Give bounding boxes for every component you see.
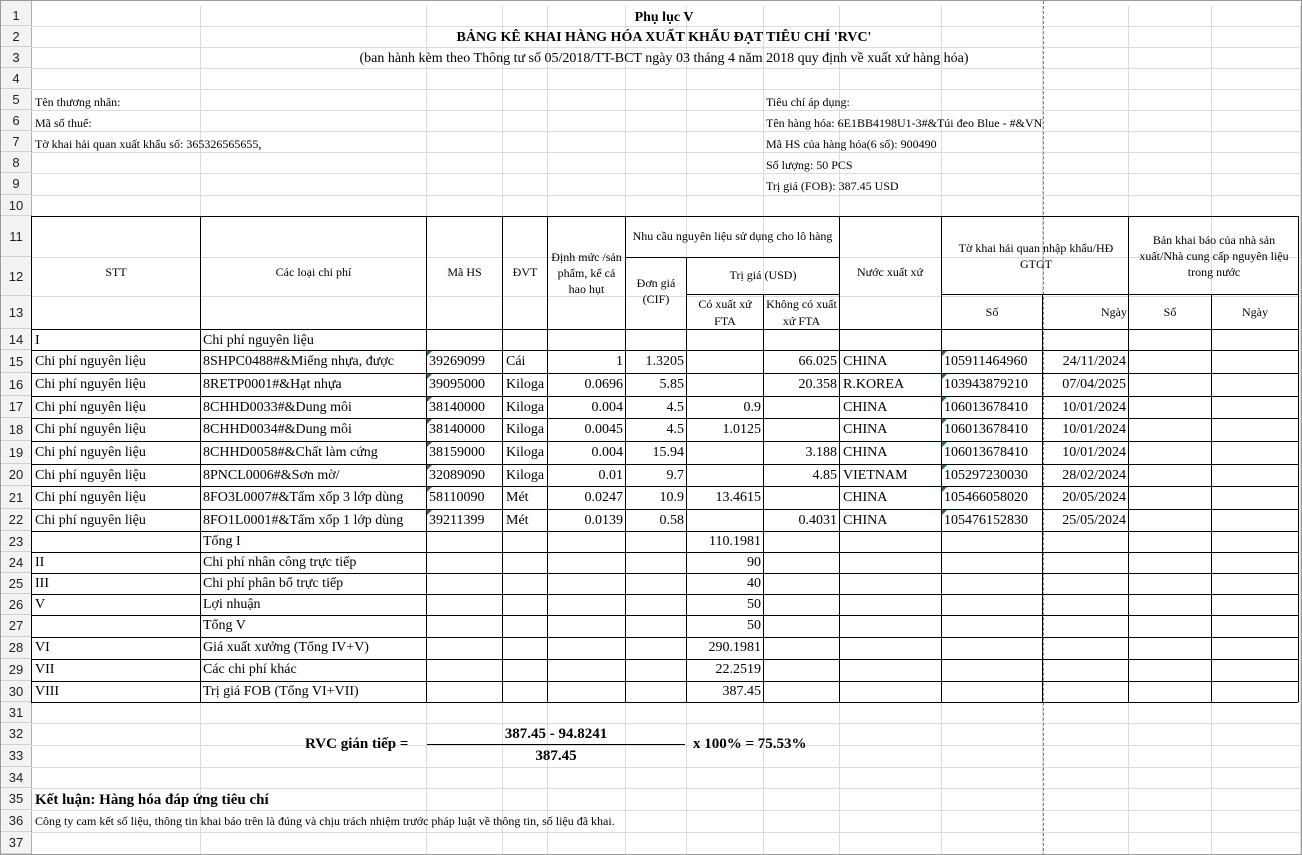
non-fta-value: 0.4031 [798, 514, 837, 528]
row-number[interactable]: 9 [1, 173, 31, 195]
rvc-denominator: 387.45 [535, 748, 577, 764]
page-subtitle: (ban hành kèm theo Thông tư số 05/2018/TT-BCT ngày 03 tháng 4 năm 2018 quy định về xuất xứ hàng hóa) [359, 51, 969, 66]
material-name: 8SHPC0488#&Miếng nhựa, được [203, 355, 394, 369]
summary-roman: V [35, 598, 46, 612]
header-supplier-date: Ngày [1242, 305, 1268, 320]
row-number[interactable]: 32 [1, 723, 31, 745]
fta-value: 1.0125 [722, 423, 761, 437]
cost-category: Chi phí nguyên liệu [35, 491, 146, 505]
tax-code-label: Mã số thuế: [35, 116, 92, 130]
declaration-number: 105911464960 [944, 355, 1028, 369]
table-border [31, 659, 1298, 660]
hs-code: 32089090 [429, 469, 485, 483]
summary-value: 40 [747, 577, 761, 591]
cell-note-marker [427, 419, 432, 424]
header-without-fta: Không có xuất xứ FTA [766, 297, 837, 328]
conclusion-text: Công ty cam kết số liệu, thông tin khai báo trên là đúng và chịu trách nhiệm trước pháp luật về thông tin, số liệu đã khai. [35, 814, 615, 828]
row-number[interactable]: 14 [1, 329, 31, 350]
hs-code: 39211399 [429, 514, 485, 528]
declaration-date: 10/01/2024 [1062, 423, 1126, 437]
unit: Mét [506, 491, 529, 505]
gridline-h [31, 89, 1302, 90]
header-unit-price: Đơn giá (CIF) [636, 275, 676, 306]
row-number[interactable]: 3 [1, 47, 31, 68]
unit: Kiloga [506, 401, 545, 415]
header-norm: Định mức /sản phẩm, kể cả hao hụt [551, 249, 622, 297]
table-border [31, 681, 1298, 682]
gridline-h [31, 767, 1302, 768]
hs-code-label: Mã HS của hàng hóa(6 số): 900490 [766, 137, 937, 151]
material-name: 8FO3L0007#&Tấm xốp 3 lớp dùng [203, 491, 404, 505]
row-number[interactable]: 24 [1, 552, 31, 573]
hs-code: 58110090 [429, 491, 485, 505]
table-border [31, 418, 1298, 419]
row-number[interactable]: 17 [1, 396, 31, 418]
summary-value: 290.1981 [708, 641, 761, 655]
summary-roman: VII [35, 663, 55, 677]
material-name: 8PNCL0006#&Sơn mờ/ [203, 469, 340, 483]
table-border [31, 552, 1298, 553]
gridline-h [31, 68, 1302, 69]
unit-price: 10.9 [659, 491, 684, 505]
material-name: 8CHHD0034#&Dung môi [203, 423, 352, 437]
row-number[interactable]: 4 [1, 68, 31, 89]
criterion-label: Tiêu chí áp dụng: [766, 95, 850, 109]
table-border [31, 373, 1298, 374]
unit-price: 1.3205 [645, 355, 684, 369]
unit: Kiloga [506, 423, 545, 437]
row-number[interactable]: 19 [1, 441, 31, 464]
table-border [31, 531, 1298, 532]
row-number[interactable]: 37 [1, 832, 31, 854]
gridline-h [31, 745, 1302, 746]
hs-code: 39269099 [429, 355, 485, 369]
declaration-date: 25/05/2024 [1062, 514, 1126, 528]
table-border [839, 216, 840, 702]
cell-note-marker [942, 419, 947, 424]
origin-country: CHINA [843, 446, 888, 460]
unit: Kiloga [506, 469, 545, 483]
declaration-date: 10/01/2024 [1062, 446, 1126, 460]
cell-note-marker [942, 397, 947, 402]
table-border [31, 396, 1298, 397]
quantity-label: Số lượng: 50 PCS [766, 158, 853, 172]
gridline-h [31, 173, 1302, 174]
cost-category: Chi phí nguyên liệu [35, 355, 146, 369]
table-border [31, 464, 1298, 465]
summary-value: 387.45 [722, 685, 761, 699]
row-number[interactable]: 23 [1, 531, 31, 552]
cell-note-marker [427, 351, 432, 356]
material-name: 8CHHD0033#&Dung môi [203, 401, 352, 415]
unit: Kiloga [506, 378, 545, 392]
summary-value: 110.1981 [709, 535, 761, 549]
cell-note-marker [942, 351, 947, 356]
cell-note-marker [942, 465, 947, 470]
row-header-column [1, 1, 32, 855]
origin-country: CHINA [843, 355, 888, 369]
hs-code: 38140000 [429, 423, 485, 437]
table-border [763, 294, 764, 702]
row-number[interactable]: 27 [1, 615, 31, 637]
row-number[interactable]: 20 [1, 464, 31, 486]
unit-price: 4.5 [666, 401, 684, 415]
header-unit: ĐVT [512, 265, 538, 280]
header-import-declaration: Tờ khai hải quan nhập khẩu/HĐ GTGT [958, 240, 1114, 271]
section-roman: I [35, 333, 40, 348]
table-border [426, 216, 427, 702]
norm-value: 0.0139 [584, 514, 623, 528]
table-border [200, 216, 201, 702]
material-name: 8RETP0001#&Hạt nhựa [203, 378, 342, 392]
norm-value: 0.0696 [584, 378, 623, 392]
header-supplier-no: Số [1163, 305, 1177, 320]
origin-country: VIETNAM [843, 469, 908, 483]
declaration-number: 105466058020 [944, 491, 1028, 505]
cost-category: Chi phí nguyên liệu [35, 378, 146, 392]
table-border [31, 615, 1298, 616]
cell-note-marker [942, 487, 947, 492]
row-number[interactable]: 18 [1, 418, 31, 441]
origin-country: CHINA [843, 423, 888, 437]
cell-note-marker [427, 374, 432, 379]
row-number[interactable]: 22 [1, 509, 31, 531]
cell-note-marker [942, 442, 947, 447]
row-number[interactable]: 6 [1, 110, 31, 131]
fta-value: 0.9 [743, 401, 761, 415]
gridline-h [31, 26, 1302, 27]
row-number[interactable]: 34 [1, 767, 31, 788]
hs-code: 39095000 [429, 378, 485, 392]
gridline-h [31, 832, 1302, 833]
cost-category: Chi phí nguyên liệu [35, 446, 146, 460]
origin-country: CHINA [843, 401, 888, 415]
row-number[interactable]: 13 [1, 296, 31, 329]
table-border [31, 573, 1298, 574]
gridline-h [31, 152, 1302, 153]
summary-label: Chi phí nhân công trực tiếp [203, 556, 357, 570]
unit-price: 5.85 [659, 378, 684, 392]
annex-label: Phụ lục V [634, 10, 694, 25]
row-number[interactable]: 15 [1, 350, 31, 373]
cell-note-marker [427, 510, 432, 515]
section-label: Chi phí nguyên liệu [203, 333, 314, 348]
unit: Mét [506, 514, 529, 528]
declaration-date: 10/01/2024 [1062, 401, 1126, 415]
summary-value: 22.2519 [715, 663, 761, 677]
header-decl-no: Số [985, 305, 999, 320]
non-fta-value: 66.025 [798, 355, 837, 369]
table-border [625, 216, 626, 702]
row-number[interactable]: 7 [1, 131, 31, 152]
origin-country: CHINA [843, 514, 888, 528]
gridline-v [1300, 6, 1301, 854]
cost-category: Chi phí nguyên liệu [35, 469, 146, 483]
unit: Cái [506, 355, 526, 369]
row-number[interactable]: 2 [1, 26, 31, 47]
rvc-fraction-line [427, 744, 685, 745]
origin-country: CHINA [843, 491, 888, 505]
table-border [1042, 294, 1043, 702]
non-fta-value: 20.358 [798, 378, 837, 392]
declaration-date: 24/11/2024 [1062, 355, 1126, 369]
gridline-h [31, 47, 1302, 48]
gridline-h [31, 195, 1302, 196]
hs-code: 38159000 [429, 446, 485, 460]
header-origin-country: Nước xuất xứ [856, 265, 923, 280]
summary-roman: VIII [35, 685, 60, 699]
row-number[interactable]: 30 [1, 681, 31, 702]
merchant-label: Tên thương nhân: [35, 95, 121, 109]
table-border [31, 702, 1298, 703]
table-border [941, 216, 942, 702]
norm-value: 1 [616, 355, 623, 369]
norm-value: 0.0045 [584, 423, 623, 437]
summary-roman: III [35, 577, 49, 591]
table-border [31, 594, 1298, 595]
table-border [1211, 294, 1212, 702]
table-border [502, 216, 503, 702]
rvc-numerator: 387.45 - 94.8241 [504, 726, 608, 742]
header-stt: STT [105, 265, 127, 280]
table-border [31, 486, 1298, 487]
row-number[interactable]: 26 [1, 594, 31, 615]
summary-value: 50 [747, 598, 761, 612]
row-number[interactable]: 12 [1, 257, 31, 296]
gridline-h [31, 131, 1302, 132]
row-number[interactable]: 1 [1, 6, 31, 26]
header-with-fta: Có xuất xứ FTA [698, 297, 752, 328]
fob-value-label: Trị giá (FOB): 387.45 USD [766, 179, 899, 193]
summary-value: 90 [747, 556, 761, 570]
cell-note-marker [427, 442, 432, 447]
header-cost-types: Các loại chi phí [275, 265, 352, 280]
gridline-h [31, 788, 1302, 789]
table-border [31, 216, 32, 702]
summary-label: Tổng V [203, 619, 246, 633]
cost-category: Chi phí nguyên liệu [35, 514, 146, 528]
declaration-date: 07/04/2025 [1062, 378, 1126, 392]
norm-value: 0.0247 [584, 491, 623, 505]
row-number[interactable]: 21 [1, 486, 31, 509]
cost-category: Chi phí nguyên liệu [35, 423, 146, 437]
summary-value: 50 [747, 619, 761, 633]
cost-category: Chi phí nguyên liệu [35, 401, 146, 415]
page-title: BẢNG KÊ KHAI HÀNG HÓA XUẤT KHẨU ĐẠT TIÊU CHÍ 'RVC' [456, 30, 872, 45]
header-material-needs: Nhu cầu nguyên liệu sử dụng cho lô hàng [632, 228, 833, 243]
summary-label: Lợi nhuận [203, 598, 261, 612]
row-number[interactable]: 31 [1, 702, 31, 723]
unit: Kiloga [506, 446, 545, 460]
table-border [31, 350, 1298, 351]
hs-code: 38140000 [429, 401, 485, 415]
table-border [31, 509, 1298, 510]
norm-value: 0.004 [591, 446, 623, 460]
header-value-usd: Trị giá (USD) [729, 268, 797, 283]
fta-value: 13.4615 [715, 491, 761, 505]
row-number[interactable]: 11 [1, 216, 31, 257]
header-decl-date: Ngày [1101, 305, 1127, 320]
table-border [1298, 216, 1299, 702]
declaration-date: 28/02/2024 [1062, 469, 1126, 483]
material-name: 8CHHD0058#&Chất làm cứng [203, 446, 378, 460]
unit-price: 15.94 [652, 446, 684, 460]
cell-note-marker [942, 510, 947, 515]
export-declaration-label: Tờ khai hải quan xuất khẩu số: 365326565655, [35, 137, 262, 151]
unit-price: 4.5 [666, 423, 684, 437]
declaration-number: 106013678410 [944, 446, 1028, 460]
declaration-number: 105297230030 [944, 469, 1028, 483]
unit-price: 0.58 [659, 514, 684, 528]
non-fta-value: 4.85 [812, 469, 837, 483]
header-hs-code: Mã HS [447, 265, 482, 280]
material-name: 8FO1L0001#&Tấm xốp 1 lớp dùng [203, 514, 404, 528]
table-border [31, 441, 1298, 442]
declaration-number: 106013678410 [944, 401, 1028, 415]
declaration-number: 103943879210 [944, 378, 1028, 392]
conclusion-title: Kết luận: Hàng hóa đáp ứng tiêu chí [35, 792, 269, 808]
declaration-number: 105476152830 [944, 514, 1028, 528]
summary-roman: II [35, 556, 45, 570]
cell-note-marker [427, 465, 432, 470]
gridline-h [31, 723, 1302, 724]
product-name-label: Tên hàng hóa: 6E1BB4198U1-3#&Túi đeo Blue - #&VN [766, 116, 1043, 130]
row-number[interactable]: 8 [1, 152, 31, 173]
row-number[interactable]: 28 [1, 637, 31, 659]
gridline-h [31, 110, 1302, 111]
summary-label: Trị giá FOB (Tổng VI+VII) [203, 685, 359, 699]
row-number[interactable]: 33 [1, 745, 31, 767]
row-number[interactable]: 16 [1, 373, 31, 396]
origin-country: R.KOREA [843, 378, 905, 392]
row-number[interactable]: 36 [1, 810, 31, 832]
summary-label: Tổng I [203, 535, 241, 549]
summary-roman: VI [35, 641, 50, 655]
cell-note-marker [427, 487, 432, 492]
row-number[interactable]: 35 [1, 788, 31, 810]
rvc-result: x 100% = 75.53% [693, 736, 807, 752]
declaration-number: 106013678410 [944, 423, 1028, 437]
table-border [31, 637, 1298, 638]
declaration-date: 20/05/2024 [1062, 491, 1126, 505]
cell-note-marker [427, 397, 432, 402]
summary-label: Giá xuất xưởng (Tổng IV+V) [203, 641, 369, 655]
table-border [1128, 216, 1129, 702]
header-supplier-declaration: Bản khai báo của nhà sản xuất/Nhà cung cấp nguyên liệu trong nước [1139, 232, 1289, 280]
row-number[interactable]: 25 [1, 573, 31, 594]
table-border [547, 216, 548, 702]
rvc-label: RVC gián tiếp = [305, 736, 409, 752]
unit-price: 9.7 [666, 469, 684, 483]
table-border [31, 329, 1298, 330]
summary-label: Chi phí phân bổ trực tiếp [203, 577, 344, 591]
cell-note-marker [942, 374, 947, 379]
gridline-h [31, 810, 1302, 811]
row-number[interactable]: 10 [1, 195, 31, 216]
non-fta-value: 3.188 [805, 446, 837, 460]
table-border [625, 257, 839, 258]
norm-value: 0.01 [598, 469, 623, 483]
summary-label: Các chi phí khác [203, 663, 297, 677]
table-border [686, 257, 687, 702]
table-border [941, 294, 1298, 295]
norm-value: 0.004 [591, 401, 623, 415]
row-number[interactable]: 5 [1, 89, 31, 110]
row-number[interactable]: 29 [1, 659, 31, 681]
table-border [31, 216, 1298, 217]
